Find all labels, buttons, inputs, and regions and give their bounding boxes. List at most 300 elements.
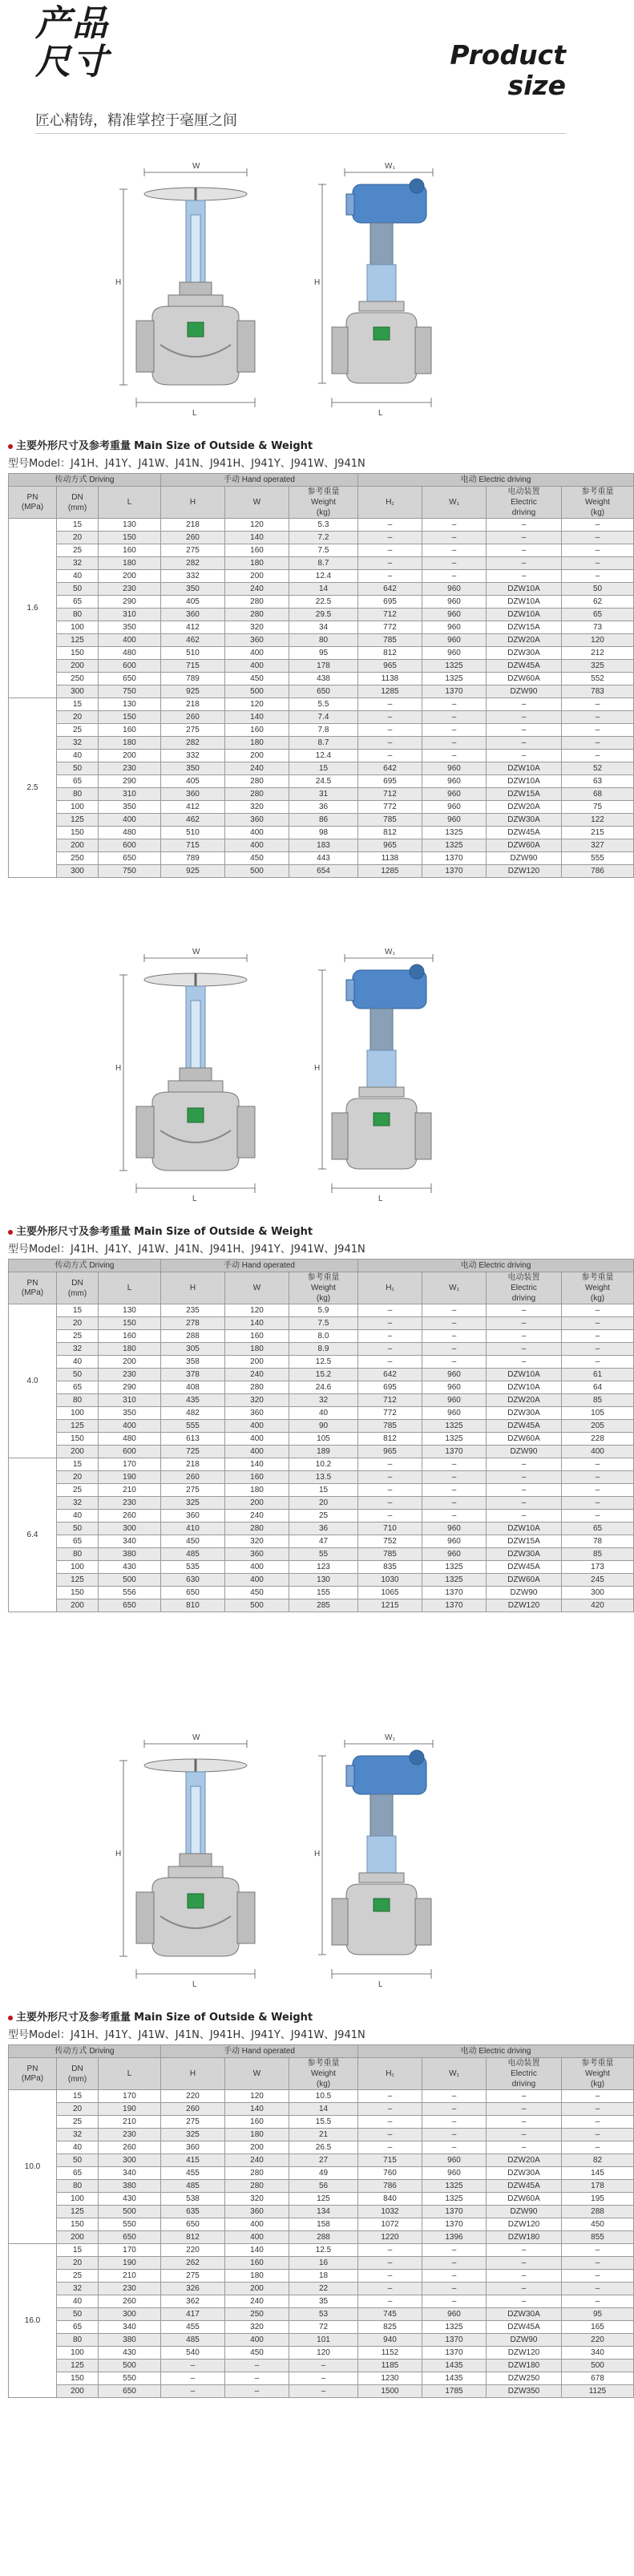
table-cell: 32 <box>289 1394 358 1407</box>
table-row <box>9 762 634 775</box>
table-cell: – <box>422 724 487 737</box>
table-cell: 695 <box>358 1381 422 1394</box>
table-cell: 1435 <box>422 2360 487 2372</box>
table-cell: 122 <box>562 814 634 827</box>
table-cell: 745 <box>358 2308 422 2321</box>
table-cell: – <box>487 2257 562 2270</box>
table-cell: 712 <box>358 1394 422 1407</box>
table-cell: 140 <box>225 2244 289 2257</box>
table-cell: 960 <box>422 2154 487 2167</box>
table-cell: 1325 <box>422 1574 487 1587</box>
table-cell: 12.4 <box>289 570 358 583</box>
table-cell: 455 <box>161 2167 225 2180</box>
table-cell: 31 <box>289 788 358 801</box>
table-cell: DZW60A <box>487 2193 562 2206</box>
table-cell: 1500 <box>358 2385 422 2398</box>
table-cell: 230 <box>99 2283 161 2295</box>
table-cell: 200 <box>225 1497 289 1510</box>
table-cell: 400 <box>99 634 161 647</box>
table-cell: 280 <box>225 1523 289 1535</box>
table-cell: DZW10A <box>487 583 562 596</box>
table-cell: – <box>487 2283 562 2295</box>
th-h: H <box>161 2058 225 2090</box>
table-cell: 785 <box>358 1548 422 1561</box>
table-cell: 5.5 <box>289 698 358 711</box>
table-cell: – <box>562 1317 634 1330</box>
table-cell: DZW10A <box>487 762 562 775</box>
th-h1: H₁ <box>358 487 422 519</box>
table-cell: 180 <box>225 1343 289 1356</box>
table-row <box>9 1407 634 1420</box>
th-weight2: 参考重量 Weight (kg) <box>562 2058 634 2090</box>
table-cell: 68 <box>562 788 634 801</box>
table-cell: 410 <box>161 1523 225 1535</box>
table-cell: 15.2 <box>289 1369 358 1381</box>
valve-drawing-2 <box>112 938 489 1211</box>
table-row <box>9 2129 634 2141</box>
table-row <box>9 1369 634 1381</box>
electric-valve-drawing <box>314 1733 433 1989</box>
table-cell: – <box>422 1484 487 1497</box>
table-cell: 21 <box>289 2129 358 2141</box>
table-row <box>9 1587 634 1599</box>
table-row <box>9 2141 634 2154</box>
table-cell: 789 <box>161 673 225 685</box>
table-cell: 18 <box>289 2270 358 2283</box>
dim-l-label: L <box>192 1195 197 1203</box>
table-cell: 417 <box>161 2308 225 2321</box>
table-cell: – <box>161 2385 225 2398</box>
table-cell: 32 <box>57 2129 99 2141</box>
table-cell: 100 <box>57 2193 99 2206</box>
table-cell: 25 <box>57 724 99 737</box>
table-cell: 178 <box>289 660 358 673</box>
table-cell: 20 <box>57 532 99 544</box>
table-cell: 1785 <box>422 2385 487 2398</box>
spec-table-3 <box>8 2044 634 2398</box>
table-cell: – <box>487 557 562 570</box>
table-row <box>9 724 634 737</box>
table-cell: 280 <box>225 788 289 801</box>
table-cell: 960 <box>422 788 487 801</box>
table-cell: 250 <box>57 852 99 865</box>
table-cell: 280 <box>225 775 289 788</box>
table-cell: 250 <box>225 2308 289 2321</box>
subtitle: 匠心精铸，精准掌控于毫厘之间 <box>35 112 237 129</box>
table-cell: – <box>422 2295 487 2308</box>
table-cell: 408 <box>161 1381 225 1394</box>
table-cell: 350 <box>99 801 161 814</box>
table-cell: 10.2 <box>289 1458 358 1471</box>
table-cell: 500 <box>99 2360 161 2372</box>
table-cell: 32 <box>57 1343 99 1356</box>
table-cell: 145 <box>562 2167 634 2180</box>
table-row <box>9 2360 634 2372</box>
table-cell: 600 <box>99 839 161 852</box>
table-cell: 1370 <box>422 865 487 878</box>
table-cell: 462 <box>161 634 225 647</box>
table-cell: 300 <box>57 865 99 878</box>
table-cell: 650 <box>99 2231 161 2244</box>
table-header-row-2 <box>9 2058 634 2090</box>
table-cell: 360 <box>225 634 289 647</box>
table-cell: 960 <box>422 762 487 775</box>
table-cell: 218 <box>161 1458 225 1471</box>
page-header <box>0 0 601 152</box>
table-cell: 332 <box>161 570 225 583</box>
table-cell: 320 <box>225 2193 289 2206</box>
table-cell: 240 <box>225 1510 289 1523</box>
table-cell: 327 <box>562 839 634 852</box>
table-cell: 160 <box>225 544 289 557</box>
table-cell: 290 <box>99 775 161 788</box>
table-cell: 200 <box>57 839 99 852</box>
table-cell: 50 <box>57 762 99 775</box>
table-cell: 140 <box>225 1317 289 1330</box>
cn-title-line2: 尺寸 <box>35 42 109 83</box>
table-cell: 65 <box>57 2321 99 2334</box>
table-cell: 480 <box>99 1433 161 1446</box>
table-cell: 95 <box>289 647 358 660</box>
th-driving: 传动方式 Driving <box>9 1260 161 1272</box>
table-row <box>9 2270 634 2283</box>
table-cell: 485 <box>161 1548 225 1561</box>
table-cell: 250 <box>57 673 99 685</box>
table-cell: 960 <box>422 814 487 827</box>
table-cell: 262 <box>161 2257 225 2270</box>
table-cell: 600 <box>99 1446 161 1458</box>
electric-valve-drawing <box>314 948 433 1203</box>
table-cell: 183 <box>289 839 358 852</box>
table-cell: – <box>562 2283 634 2295</box>
table-cell: 400 <box>225 2218 289 2231</box>
table-cell: 49 <box>289 2167 358 2180</box>
table-row <box>9 1330 634 1343</box>
table-cell: 140 <box>225 2103 289 2116</box>
table-cell: 1325 <box>422 660 487 673</box>
table-cell: – <box>422 570 487 583</box>
table-cell: – <box>422 1330 487 1343</box>
table-cell: DZW120 <box>487 2218 562 2231</box>
table-cell: 140 <box>225 1458 289 1471</box>
table-cell: – <box>562 1330 634 1343</box>
table-cell: 20 <box>57 1471 99 1484</box>
table-cell: DZW60A <box>487 673 562 685</box>
table-cell: 275 <box>161 2116 225 2129</box>
model-line-3: 型号Model：J41H、J41Y、J41W、J41N、J941H、J941Y、J941W、J941N <box>8 2029 365 2041</box>
table-cell: 178 <box>562 2180 634 2193</box>
table-cell: 230 <box>99 1497 161 1510</box>
table-cell: 282 <box>161 737 225 750</box>
table-cell: 360 <box>225 1548 289 1561</box>
table-cell: – <box>358 2090 422 2103</box>
table-cell: 812 <box>358 1433 422 1446</box>
dim-l-label-2: L <box>378 1195 383 1203</box>
table-cell: 150 <box>57 647 99 660</box>
table-cell: – <box>422 1356 487 1369</box>
th-w1: W₁ <box>422 1272 487 1304</box>
table-cell: 260 <box>99 1510 161 1523</box>
section-caption-3: 主要外形尺寸及参考重量 Main Size of Outside & Weight <box>8 2008 313 2024</box>
bullet-icon <box>8 2016 13 2020</box>
table-cell: 50 <box>57 2154 99 2167</box>
th-w: W <box>225 487 289 519</box>
table-cell: 170 <box>99 2244 161 2257</box>
table-cell: DZW15A <box>487 1535 562 1548</box>
table-cell: 200 <box>225 2283 289 2295</box>
table-cell: 73 <box>562 621 634 634</box>
table-cell: 752 <box>358 1535 422 1548</box>
cn-title <box>35 5 109 82</box>
table-cell: 240 <box>225 1369 289 1381</box>
table-row <box>9 2206 634 2218</box>
table-row <box>9 1548 634 1561</box>
table-cell: DZW60A <box>487 1433 562 1446</box>
table-cell: 650 <box>161 1587 225 1599</box>
table-cell: 320 <box>225 621 289 634</box>
table-row <box>9 2308 634 2321</box>
table-cell: 7.4 <box>289 711 358 724</box>
table-cell: 960 <box>422 647 487 660</box>
table-cell: 195 <box>562 2193 634 2206</box>
table-row <box>9 2090 634 2103</box>
table-row <box>9 1446 634 1458</box>
table-cell: 160 <box>99 724 161 737</box>
table-cell: 15 <box>289 1484 358 1497</box>
table-cell: 15 <box>57 1458 99 1471</box>
table-cell: 5.9 <box>289 1304 358 1317</box>
table-cell: 320 <box>225 2321 289 2334</box>
table-cell: 925 <box>161 865 225 878</box>
table-cell: 165 <box>562 2321 634 2334</box>
table-cell: 190 <box>99 2257 161 2270</box>
table-cell: 360 <box>161 1510 225 1523</box>
table-cell: 480 <box>99 827 161 839</box>
table-cell: 430 <box>99 1561 161 1574</box>
table-cell: – <box>422 2129 487 2141</box>
table-cell: 320 <box>225 801 289 814</box>
table-cell: 150 <box>99 532 161 544</box>
table-cell: DZW120 <box>487 2347 562 2360</box>
table-cell: DZW45A <box>487 660 562 673</box>
table-cell: – <box>422 2141 487 2154</box>
pn-cell: 1.6 <box>9 519 57 698</box>
table-row <box>9 583 634 596</box>
table-cell: – <box>422 2103 487 2116</box>
table-cell: – <box>562 2116 634 2129</box>
table-cell: – <box>487 1356 562 1369</box>
table-cell: 855 <box>562 2231 634 2244</box>
table-cell: 200 <box>225 2141 289 2154</box>
table-row <box>9 711 634 724</box>
table-cell: 80 <box>57 2334 99 2347</box>
table-cell: 65 <box>57 596 99 609</box>
table-cell: – <box>289 2385 358 2398</box>
table-cell: 75 <box>562 801 634 814</box>
dim-h1-label: H <box>314 1064 321 1073</box>
table-cell: – <box>358 1330 422 1343</box>
table-row <box>9 852 634 865</box>
table-cell: 40 <box>57 2141 99 2154</box>
table-cell: 1220 <box>358 2231 422 2244</box>
table-cell: 120 <box>225 1304 289 1317</box>
table-cell: – <box>562 570 634 583</box>
table-cell: – <box>562 1510 634 1523</box>
en-title-line1: Product <box>450 39 566 71</box>
dim-w-label: W <box>192 948 200 956</box>
table-cell: 310 <box>99 788 161 801</box>
table-cell: 200 <box>57 1599 99 1612</box>
table-cell: 1325 <box>422 2193 487 2206</box>
table-cell: 125 <box>57 1574 99 1587</box>
section-caption-1: 主要外形尺寸及参考重量 Main Size of Outside & Weight <box>8 437 313 452</box>
table-cell: 960 <box>422 596 487 609</box>
table-cell: 280 <box>225 596 289 609</box>
table-cell: 510 <box>161 647 225 660</box>
table-cell: 288 <box>161 1330 225 1343</box>
table-row <box>9 519 634 532</box>
table-cell: 150 <box>99 1317 161 1330</box>
table-cell: 20 <box>57 2103 99 2116</box>
table-cell: – <box>562 519 634 532</box>
table-cell: 101 <box>289 2334 358 2347</box>
table-cell: – <box>487 2129 562 2141</box>
table-header-row-1 <box>9 1260 634 1272</box>
table-cell: 415 <box>161 2154 225 2167</box>
table-cell: 642 <box>358 1369 422 1381</box>
table-cell: 710 <box>358 1523 422 1535</box>
table-cell: 650 <box>99 2385 161 2398</box>
table-cell: – <box>487 2141 562 2154</box>
table-cell: – <box>358 2270 422 2283</box>
table-cell: 95 <box>562 2308 634 2321</box>
table-cell: 654 <box>289 865 358 878</box>
table-cell: 32 <box>57 1497 99 1510</box>
table-cell: 220 <box>562 2334 634 2347</box>
table-cell: 555 <box>562 852 634 865</box>
table-cell: 1230 <box>358 2372 422 2385</box>
table-cell: 500 <box>99 2206 161 2218</box>
table-cell: 650 <box>99 852 161 865</box>
table-cell: 86 <box>289 814 358 827</box>
table-cell: 1325 <box>422 1420 487 1433</box>
table-cell: – <box>422 1471 487 1484</box>
table-cell: 80 <box>57 1548 99 1561</box>
th-hand-operated: 手动 Hand operated <box>161 1260 358 1272</box>
table-cell: 400 <box>225 839 289 852</box>
table-cell: 455 <box>161 2321 225 2334</box>
table-cell: 61 <box>562 1369 634 1381</box>
table-cell: 810 <box>161 1599 225 1612</box>
table-cell: 380 <box>99 2180 161 2193</box>
table-cell: 288 <box>289 2231 358 2244</box>
table-cell: 189 <box>289 1446 358 1458</box>
table-cell: 40 <box>57 1510 99 1523</box>
table-cell: 180 <box>225 557 289 570</box>
table-cell: 212 <box>562 647 634 660</box>
table-row <box>9 544 634 557</box>
table-cell: 380 <box>99 1548 161 1561</box>
table-cell: 712 <box>358 788 422 801</box>
table-cell: 400 <box>225 1433 289 1446</box>
table-cell: 105 <box>562 1407 634 1420</box>
table-cell: 275 <box>161 544 225 557</box>
table-cell: 412 <box>161 801 225 814</box>
table-cell: – <box>562 711 634 724</box>
table-cell: 62 <box>562 596 634 609</box>
table-cell: 8.7 <box>289 557 358 570</box>
table-cell: 150 <box>57 827 99 839</box>
table-cell: 1215 <box>358 1599 422 1612</box>
table-cell: 450 <box>161 1535 225 1548</box>
table-row <box>9 2193 634 2206</box>
table-row <box>9 2244 634 2257</box>
table-cell: 332 <box>161 750 225 762</box>
table-cell: 360 <box>225 1407 289 1420</box>
table-cell: 130 <box>99 698 161 711</box>
table-row <box>9 2116 634 2129</box>
th-weight: 参考重量 Weight (kg) <box>289 1272 358 1304</box>
table-cell: 50 <box>57 583 99 596</box>
table-cell: 772 <box>358 801 422 814</box>
electric-valve-drawing <box>314 162 433 418</box>
table-cell: 72 <box>289 2321 358 2334</box>
table-cell: 960 <box>422 1523 487 1535</box>
table-cell: DZW60A <box>487 1574 562 1587</box>
table-row <box>9 1484 634 1497</box>
table-cell: – <box>562 1497 634 1510</box>
table-cell: – <box>225 2372 289 2385</box>
table-cell: – <box>358 2244 422 2257</box>
th-w1: W₁ <box>422 487 487 519</box>
table-cell: 760 <box>358 2167 422 2180</box>
table-cell: 1325 <box>422 2180 487 2193</box>
spec-table-2 <box>8 1259 634 1612</box>
table-cell: 40 <box>57 750 99 762</box>
table-cell: – <box>225 2385 289 2398</box>
table-cell: – <box>358 2103 422 2116</box>
table-cell: 785 <box>358 634 422 647</box>
table-cell: 430 <box>99 2347 161 2360</box>
th-l: L <box>99 487 161 519</box>
table-cell: 210 <box>99 1484 161 1497</box>
table-cell: DZW45A <box>487 827 562 839</box>
table-cell: 1032 <box>358 2206 422 2218</box>
th-w: W <box>225 2058 289 2090</box>
table-cell: 450 <box>225 2347 289 2360</box>
table-cell: 220 <box>161 2244 225 2257</box>
table-cell: – <box>422 2090 487 2103</box>
table-cell: 85 <box>562 1548 634 1561</box>
table-cell: 960 <box>422 1369 487 1381</box>
table-cell: – <box>422 737 487 750</box>
table-cell: – <box>562 532 634 544</box>
table-cell: 40 <box>57 570 99 583</box>
table-cell: 13.5 <box>289 1471 358 1484</box>
table-cell: 320 <box>225 1535 289 1548</box>
table-cell: 783 <box>562 685 634 698</box>
table-row <box>9 685 634 698</box>
table-cell: 400 <box>225 2334 289 2347</box>
table-cell: – <box>487 1458 562 1471</box>
dim-h-label: H <box>115 278 122 287</box>
table-cell: 405 <box>161 775 225 788</box>
table-cell: 360 <box>161 609 225 621</box>
table-cell: 789 <box>161 852 225 865</box>
table-cell: DZW180 <box>487 2231 562 2244</box>
dim-w-label: W <box>192 162 200 171</box>
table-cell: 230 <box>99 1369 161 1381</box>
